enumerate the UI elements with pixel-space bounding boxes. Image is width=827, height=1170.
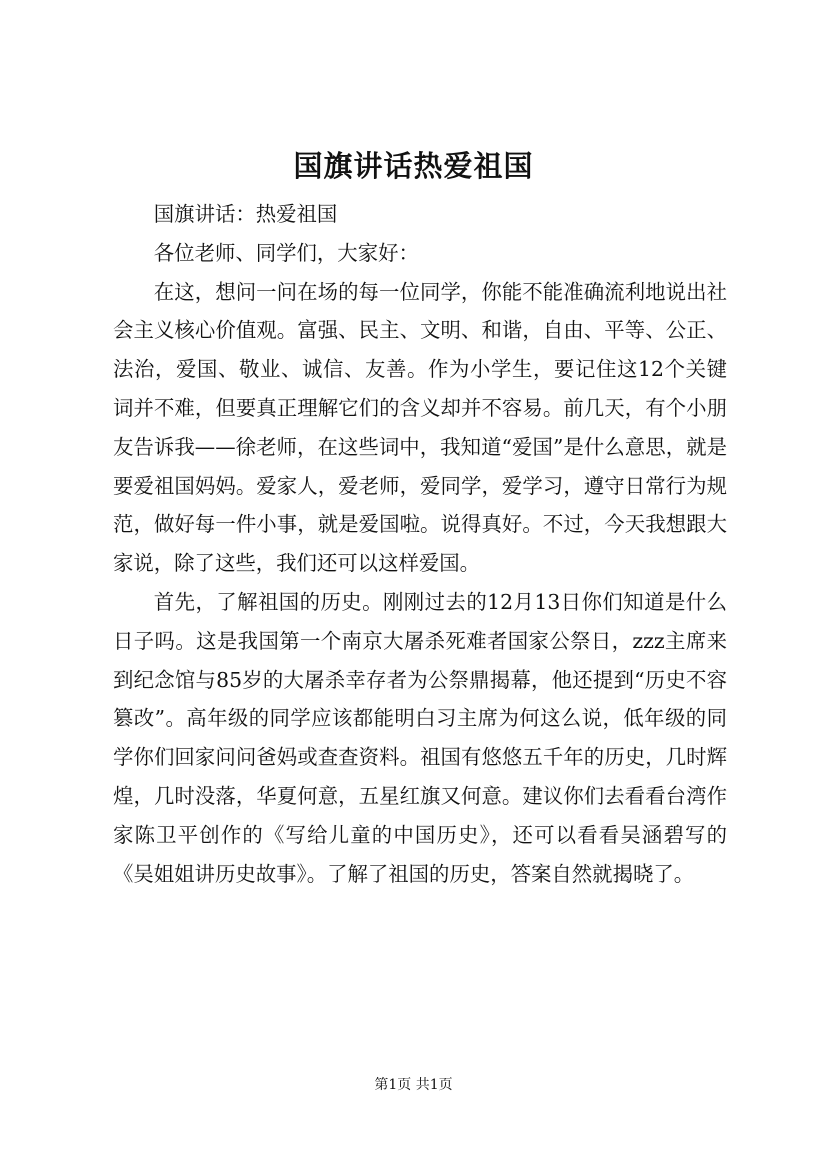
paragraph-heading: 国旗讲话：热爱祖国	[153, 202, 338, 226]
paragraph-core-values: 在这，想问一问在场的每一位同学，你能不能准确流利地说出社会主义核心价值观。富强、民主、文明、和谐，自由、平等、公正、法治，爱国、敬业、诚信、友善。作为小学生，要记住这12个关键词并不难，但要真正理解它们的含义却并不容易。前几天，有个小朋友告诉我——徐老师，在这些词中，我知道“爱国”是什么意思，就是要爱祖国妈妈。爱家人，爱老师，爱同学，爱学习，遵守日常行为规范，做好每一件小事，就是爱国啦。说得真好。不过，今天我想跟大家说，除了这些，我们还可以这样爱国。	[113, 279, 727, 576]
paragraph-history: 首先，了解祖国的历史。刚刚过去的12月13日你们知道是什么日子吗。这是我国第一个南京大屠杀死难者国家公祭日，zzz主席来到纪念馆与85岁的大屠杀幸存者为公祭鼎揭幕，他还提到“历史不容篡改”。高年级的同学应该都能明白习主席为何这么说，低年级的同学你们回家问问爸妈或查查资料。祖国有悠悠五千年的历史，几时辉煌，几时没落，华夏何意，五星红旗又何意。建议你们去看看台湾作家陈卫平创作的《写给儿童的中国历史》，还可以看看吴涵碧写的《吴姐姐讲历史故事》。了解了祖国的历史，答案自然就揭晓了。	[113, 589, 727, 886]
page-number-footer: 第1页 共1页	[374, 1077, 453, 1093]
document-title: 国旗讲话热爱祖国	[293, 149, 534, 183]
paragraph-greeting: 各位老师、同学们，大家好：	[153, 240, 419, 265]
document-body	[113, 195, 727, 893]
